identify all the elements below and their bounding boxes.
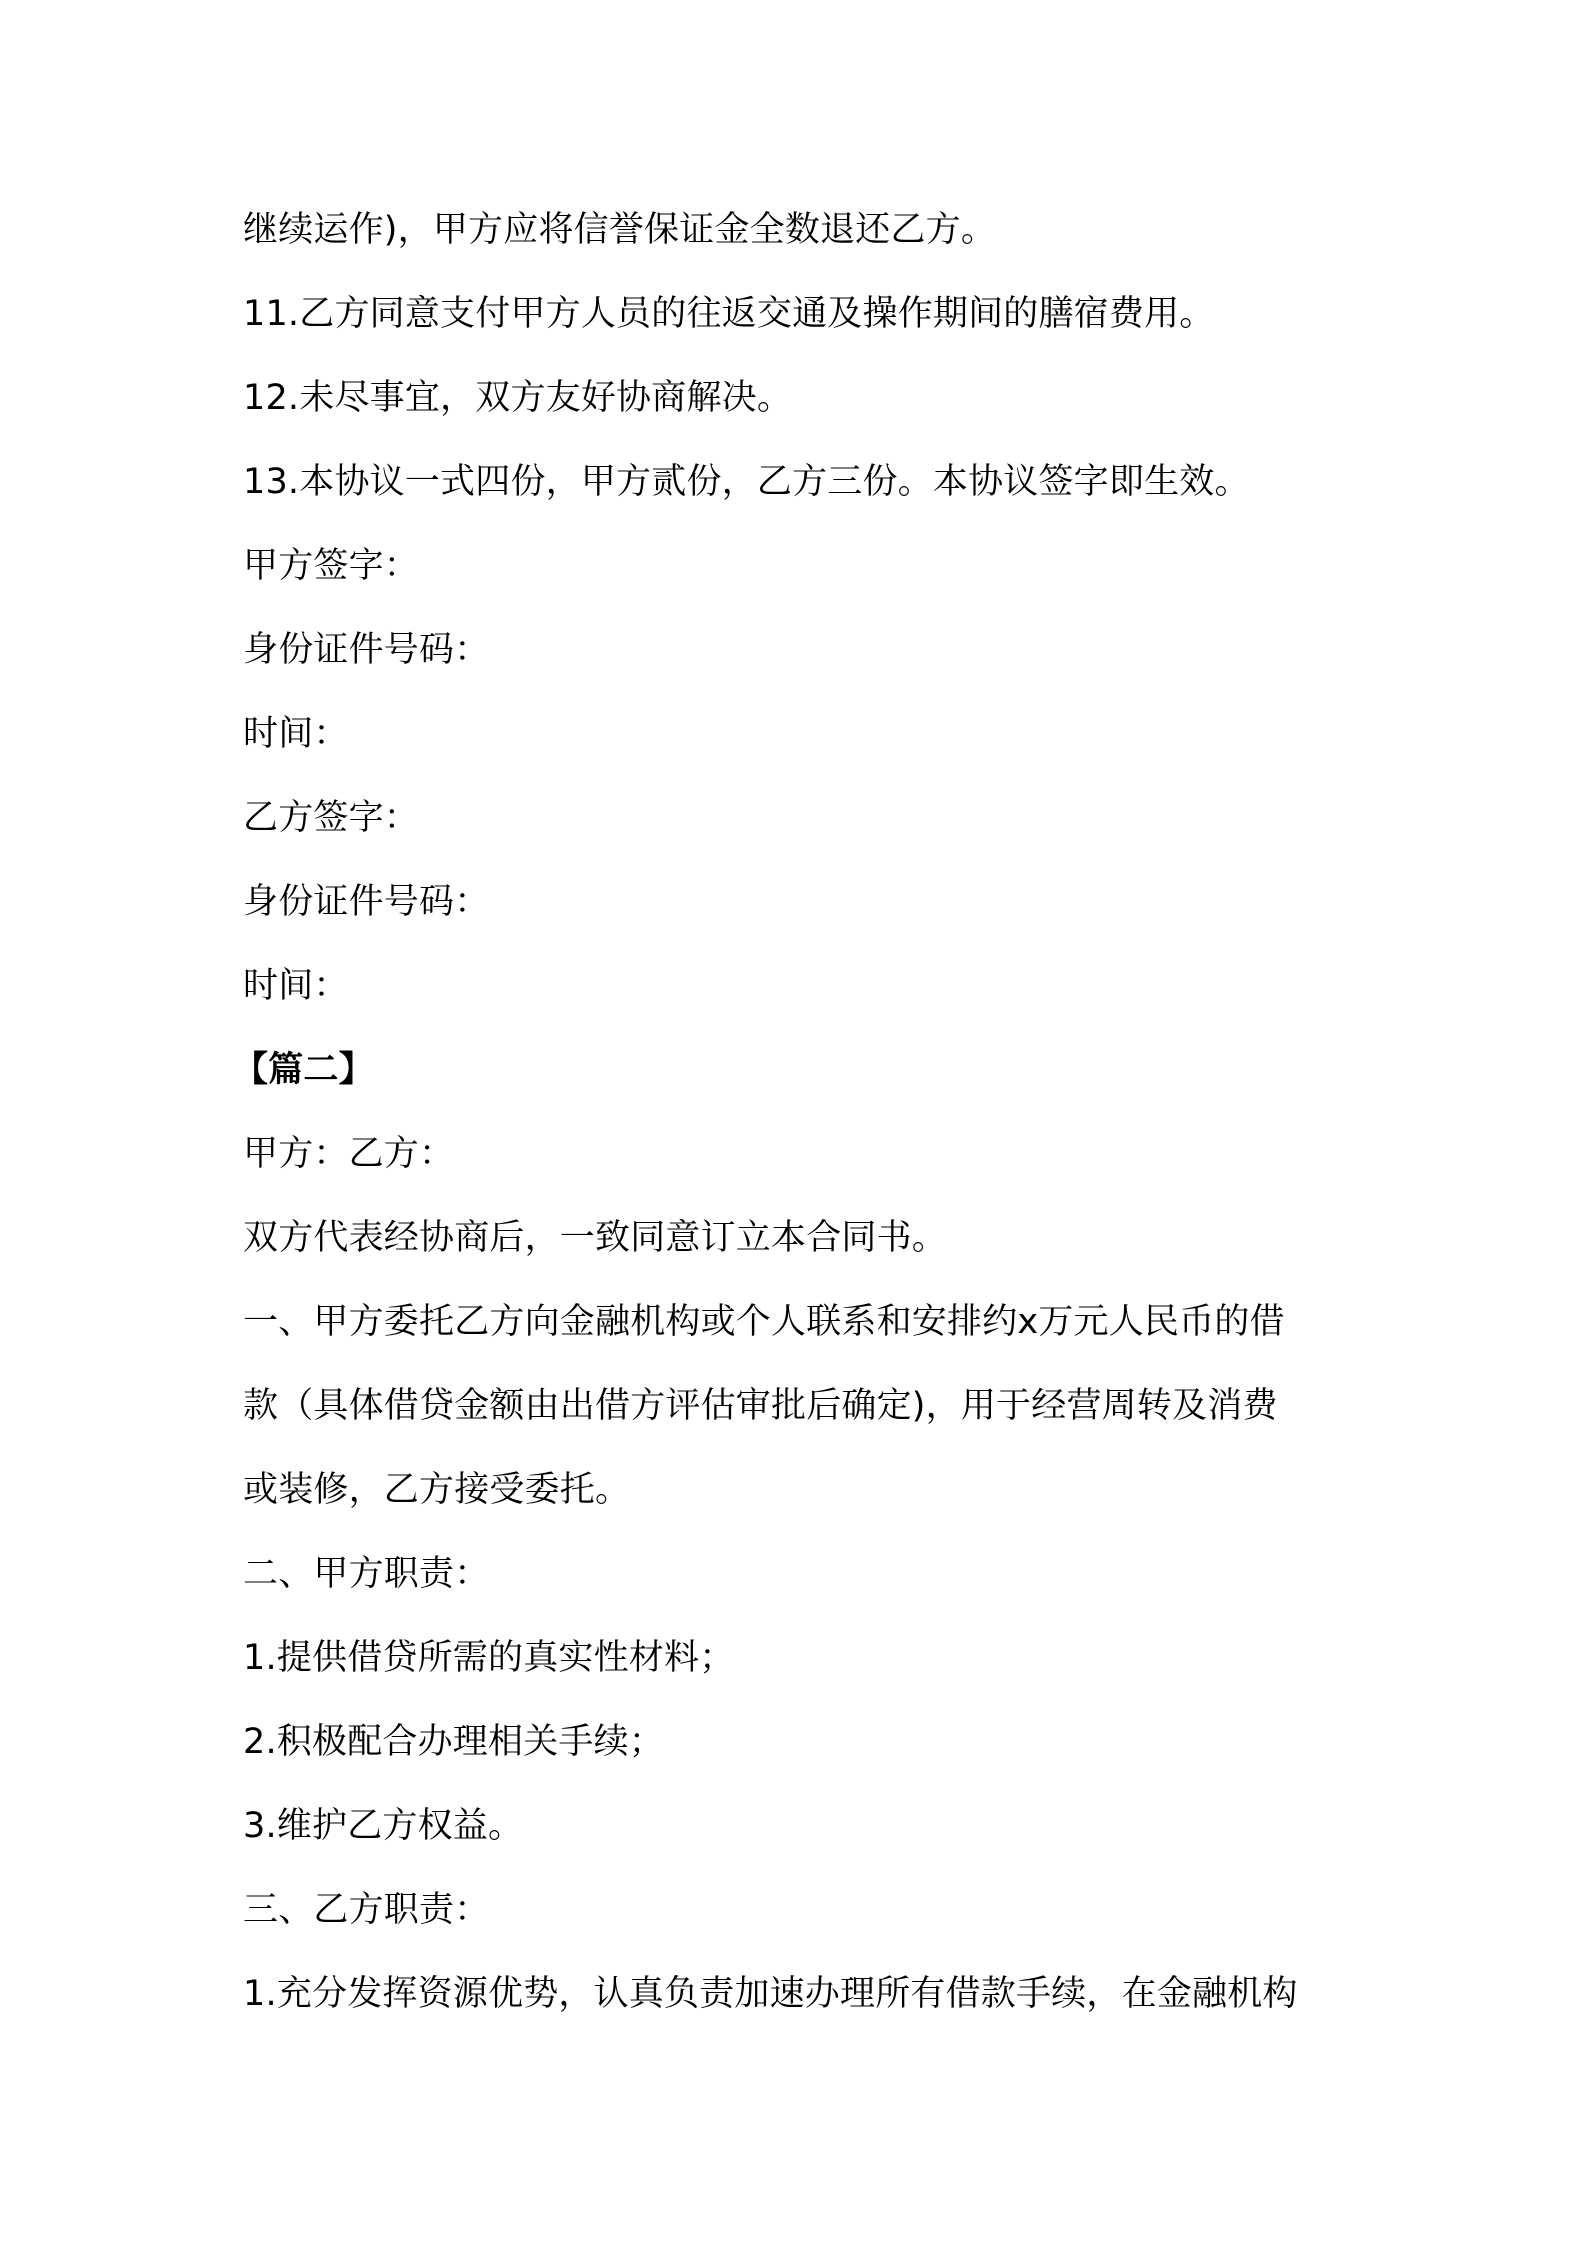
parties-line: 甲方：乙方： [243, 1134, 455, 1174]
text-line-clause-13: 13.本协议一式四份，甲方贰份，乙方三份。本协议签字即生效。 [243, 462, 1250, 502]
party-a-signature-label: 甲方签字： [243, 546, 420, 586]
party-a-duties-heading: 二、甲方职责： [243, 1554, 490, 1594]
party-a-duty-3: 3.维护乙方权益。 [243, 1806, 524, 1846]
party-b-duty-1: 1.充分发挥资源优势，认真负责加速办理所有借款手续，在金融机构 [243, 1974, 1298, 2014]
text-line-clause-12: 12.未尽事宜，双方友好协商解决。 [243, 378, 793, 418]
agreement-intro-line: 双方代表经协商后，一致同意订立本合同书。 [243, 1218, 948, 1258]
party-b-id-number-label: 身份证件号码： [243, 882, 490, 922]
party-a-time-label: 时间： [243, 714, 349, 754]
section-heading-part-two: 【篇二】 [233, 1050, 374, 1090]
party-b-time-label: 时间： [243, 966, 349, 1006]
party-b-signature-label: 乙方签字： [243, 798, 420, 838]
party-a-duty-1: 1.提供借贷所需的真实性材料； [243, 1638, 735, 1678]
clause-one-line-1: 一、甲方委托乙方向金融机构或个人联系和安排约x万元人民币的借 [243, 1302, 1285, 1342]
party-a-duty-2: 2.积极配合办理相关手续； [243, 1722, 664, 1762]
text-line-clause-11: 11.乙方同意支付甲方人员的往返交通及操作期间的膳宿费用。 [243, 294, 1215, 334]
text-line-continue-operation: 继续运作)，甲方应将信誉保证金全数退还乙方。 [243, 210, 997, 250]
clause-one-line-2: 款（具体借贷金额由出借方评估审批后确定)，用于经营周转及消费 [243, 1386, 1278, 1426]
party-b-duties-heading: 三、乙方职责： [243, 1890, 490, 1930]
party-a-id-number-label: 身份证件号码： [243, 630, 490, 670]
clause-one-line-3: 或装修，乙方接受委托。 [243, 1470, 631, 1510]
